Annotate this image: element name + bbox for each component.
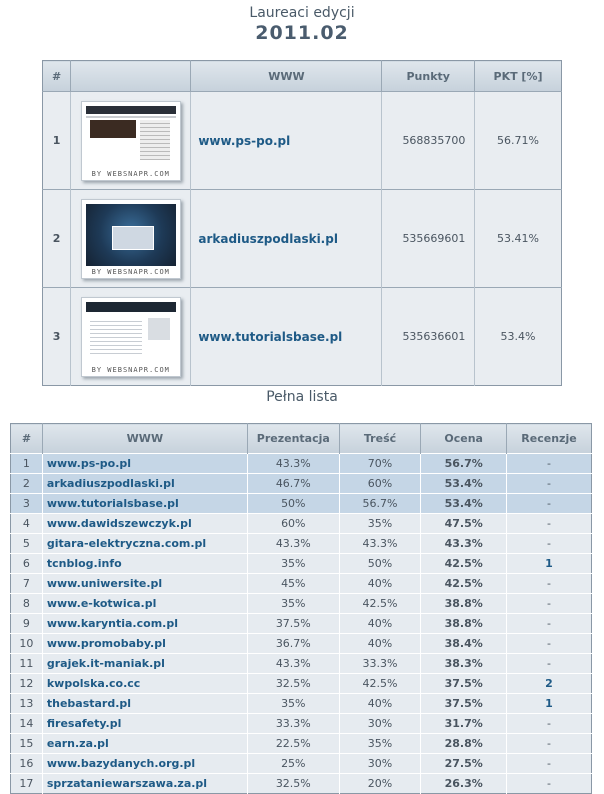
- row-score: 38.8%: [421, 614, 507, 634]
- table-row: [11, 454, 592, 474]
- col-header-idx: #: [43, 61, 71, 92]
- row-rank: 15: [11, 734, 43, 754]
- row-presentation: 50%: [247, 494, 339, 514]
- row-site-link[interactable]: firesafety.pl: [42, 714, 247, 734]
- row-rank: 10: [11, 634, 43, 654]
- row-site-link[interactable]: www.ps-po.pl: [42, 454, 247, 474]
- row-rank: 12: [11, 674, 43, 694]
- row-reviews[interactable]: 1: [506, 554, 591, 574]
- row-score: 42.5%: [421, 574, 507, 594]
- row-presentation: 35%: [247, 594, 339, 614]
- laureate-row: [43, 190, 562, 288]
- row-score: 26.3%: [421, 774, 507, 794]
- col-header-www: WWW: [191, 61, 382, 92]
- row-presentation: 46.7%: [247, 474, 339, 494]
- col-header-pct: PKT [%]: [475, 61, 562, 92]
- full-list-body: [11, 454, 592, 794]
- row-content: 60%: [339, 474, 421, 494]
- table-row: [11, 514, 592, 534]
- row-content: 43.3%: [339, 534, 421, 554]
- screenshot-image: [86, 204, 176, 266]
- row-reviews: -: [506, 614, 591, 634]
- row-site-link[interactable]: gitara-elektryczna.com.pl: [42, 534, 247, 554]
- row-content: 42.5%: [339, 674, 421, 694]
- row-presentation: 36.7%: [247, 634, 339, 654]
- row-site-link[interactable]: earn.za.pl: [42, 734, 247, 754]
- row-rank: 3: [11, 494, 43, 514]
- row-presentation: 33.3%: [247, 714, 339, 734]
- table-row: [11, 634, 592, 654]
- site-thumbnail[interactable]: [81, 199, 181, 279]
- row-reviews: -: [506, 454, 591, 474]
- row-reviews: -: [506, 574, 591, 594]
- row-reviews: -: [506, 734, 591, 754]
- row-reviews: -: [506, 494, 591, 514]
- row-rank: 17: [11, 774, 43, 794]
- laureate-rank: 2: [43, 190, 71, 288]
- laureate-thumb-cell: [71, 190, 191, 288]
- row-score: 38.3%: [421, 654, 507, 674]
- row-rank: 8: [11, 594, 43, 614]
- row-score: 27.5%: [421, 754, 507, 774]
- row-rank: 9: [11, 614, 43, 634]
- row-site-link[interactable]: www.karyntia.com.pl: [42, 614, 247, 634]
- row-presentation: 43.3%: [247, 534, 339, 554]
- row-reviews: -: [506, 774, 591, 794]
- table-row: [11, 754, 592, 774]
- row-site-link[interactable]: www.promobaby.pl: [42, 634, 247, 654]
- row-score: 53.4%: [421, 474, 507, 494]
- row-content: 20%: [339, 774, 421, 794]
- row-score: 56.7%: [421, 454, 507, 474]
- row-presentation: 45%: [247, 574, 339, 594]
- table-row: [11, 494, 592, 514]
- row-content: 30%: [339, 754, 421, 774]
- laureate-points: 568835700: [382, 92, 475, 190]
- row-presentation: 43.3%: [247, 654, 339, 674]
- thumbnail-watermark: BY WEBSNAPR.COM: [91, 169, 170, 178]
- row-content: 33.3%: [339, 654, 421, 674]
- row-reviews: -: [506, 754, 591, 774]
- table-row: [11, 734, 592, 754]
- laureate-pct: 56.71%: [475, 92, 562, 190]
- row-reviews: -: [506, 634, 591, 654]
- site-thumbnail[interactable]: [81, 101, 181, 181]
- row-site-link[interactable]: tcnblog.info: [42, 554, 247, 574]
- laureate-points: 535669601: [382, 190, 475, 288]
- laureate-rank: 3: [43, 288, 71, 386]
- row-site-link[interactable]: grajek.it-maniak.pl: [42, 654, 247, 674]
- screenshot-image: [86, 302, 176, 364]
- row-presentation: 25%: [247, 754, 339, 774]
- row-rank: 13: [11, 694, 43, 714]
- laureate-pct: 53.41%: [475, 190, 562, 288]
- col-header-www: WWW: [42, 424, 247, 454]
- row-rank: 5: [11, 534, 43, 554]
- row-presentation: 60%: [247, 514, 339, 534]
- thumbnail-watermark: BY WEBSNAPR.COM: [91, 267, 170, 276]
- row-content: 40%: [339, 574, 421, 594]
- row-reviews: -: [506, 594, 591, 614]
- row-reviews[interactable]: 1: [506, 694, 591, 714]
- row-content: 35%: [339, 514, 421, 534]
- row-site-link[interactable]: kwpolska.co.cc: [42, 674, 247, 694]
- row-rank: 7: [11, 574, 43, 594]
- row-site-link[interactable]: www.dawidszewczyk.pl: [42, 514, 247, 534]
- row-score: 38.8%: [421, 594, 507, 614]
- row-site-link[interactable]: sprzataniewarszawa.za.pl: [42, 774, 247, 794]
- laureate-row: [43, 288, 562, 386]
- table-row: [11, 674, 592, 694]
- row-site-link[interactable]: www.e-kotwica.pl: [42, 594, 247, 614]
- laureate-site-link[interactable]: www.tutorialsbase.pl: [198, 329, 343, 344]
- row-rank: 16: [11, 754, 43, 774]
- edition-title: 2011.02: [255, 22, 349, 44]
- table-row: [11, 694, 592, 714]
- table-row: [11, 594, 592, 614]
- row-presentation: 32.5%: [247, 674, 339, 694]
- row-rank: 6: [11, 554, 43, 574]
- laureate-rank: 1: [43, 92, 71, 190]
- row-score: 43.3%: [421, 534, 507, 554]
- page-subtitle: Laureaci edycji: [249, 5, 355, 21]
- row-rank: 11: [11, 654, 43, 674]
- row-content: 40%: [339, 614, 421, 634]
- row-score: 53.4%: [421, 494, 507, 514]
- row-reviews: -: [506, 534, 591, 554]
- row-site-link[interactable]: arkadiuszpodlaski.pl: [42, 474, 247, 494]
- row-rank: 4: [11, 514, 43, 534]
- row-presentation: 43.3%: [247, 454, 339, 474]
- row-site-link[interactable]: www.uniwersite.pl: [42, 574, 247, 594]
- laureate-row: [43, 92, 562, 190]
- row-content: 40%: [339, 694, 421, 714]
- table-row: [11, 714, 592, 734]
- full-list-table: [10, 423, 592, 794]
- site-thumbnail[interactable]: [81, 297, 181, 377]
- row-site-link[interactable]: thebastard.pl: [42, 694, 247, 714]
- thumbnail-watermark: BY WEBSNAPR.COM: [91, 365, 170, 374]
- row-reviews[interactable]: 2: [506, 674, 591, 694]
- table-row: [11, 614, 592, 634]
- full-list-title: Pełna lista: [266, 389, 338, 405]
- laureate-pct: 53.4%: [475, 288, 562, 386]
- laureate-points: 535636601: [382, 288, 475, 386]
- table-row: [11, 474, 592, 494]
- col-header-points: Punkty: [382, 61, 475, 92]
- col-header-score: Ocena: [421, 424, 507, 454]
- table-row: [11, 774, 592, 794]
- laureate-thumb-cell: [71, 288, 191, 386]
- row-content: 30%: [339, 714, 421, 734]
- table-row: [11, 574, 592, 594]
- row-score: 37.5%: [421, 674, 507, 694]
- table-row: [11, 534, 592, 554]
- row-site-link[interactable]: www.tutorialsbase.pl: [42, 494, 247, 514]
- table-row: [11, 554, 592, 574]
- row-rank: 2: [11, 474, 43, 494]
- row-presentation: 35%: [247, 554, 339, 574]
- laureates-header-row: [43, 61, 562, 92]
- laureate-thumb-cell: [71, 92, 191, 190]
- laureate-site-link[interactable]: www.ps-po.pl: [198, 133, 291, 148]
- row-content: 70%: [339, 454, 421, 474]
- row-score: 47.5%: [421, 514, 507, 534]
- row-content: 42.5%: [339, 594, 421, 614]
- row-reviews: -: [506, 514, 591, 534]
- row-rank: 1: [11, 454, 43, 474]
- row-presentation: 35%: [247, 694, 339, 714]
- row-presentation: 37.5%: [247, 614, 339, 634]
- col-header-presentation: Prezentacja: [247, 424, 339, 454]
- screenshot-image: [86, 106, 176, 168]
- row-site-link[interactable]: www.bazydanych.org.pl: [42, 754, 247, 774]
- col-header-idx: #: [11, 424, 43, 454]
- row-reviews: -: [506, 474, 591, 494]
- row-content: 40%: [339, 634, 421, 654]
- row-presentation: 22.5%: [247, 734, 339, 754]
- row-score: 31.7%: [421, 714, 507, 734]
- row-rank: 14: [11, 714, 43, 734]
- row-content: 50%: [339, 554, 421, 574]
- row-score: 42.5%: [421, 554, 507, 574]
- col-header-content: Treść: [339, 424, 421, 454]
- col-header-reviews: Recenzje: [506, 424, 591, 454]
- row-reviews: -: [506, 654, 591, 674]
- row-reviews: -: [506, 714, 591, 734]
- row-presentation: 32.5%: [247, 774, 339, 794]
- row-score: 37.5%: [421, 694, 507, 714]
- row-content: 35%: [339, 734, 421, 754]
- row-score: 28.8%: [421, 734, 507, 754]
- full-list-header-row: [11, 424, 592, 454]
- col-header-thumb: [71, 61, 191, 92]
- row-score: 38.4%: [421, 634, 507, 654]
- laureates-table: [42, 60, 562, 386]
- table-row: [11, 654, 592, 674]
- row-content: 56.7%: [339, 494, 421, 514]
- laureate-site-link[interactable]: arkadiuszpodlaski.pl: [198, 231, 338, 246]
